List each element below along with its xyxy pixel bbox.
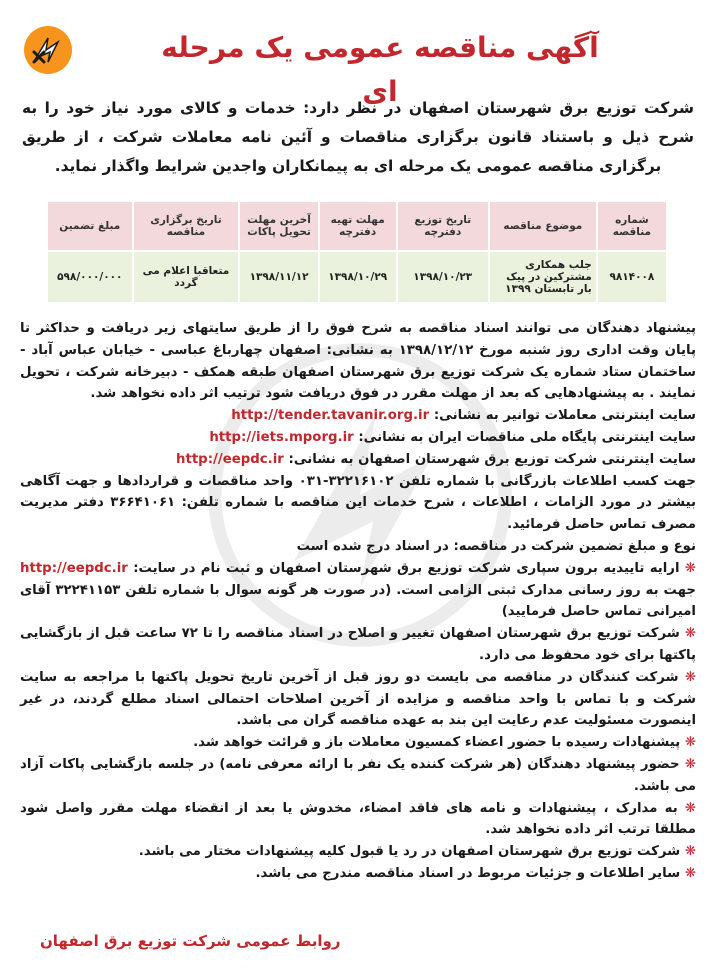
list-item (20, 732, 696, 754)
cell-number: ۹۸۱۴۰۰۸ (597, 251, 667, 303)
link-eepdc[interactable]: http://eepdc.ir (176, 451, 284, 467)
item5-text: حضور پیشنهاد دهندگان (هر شرکت کننده یک نفر با ارائه معرفی نامه) در جلسه بازگشایی پاکات آزاد می باشد. (20, 756, 696, 794)
site-label-iets: سایت اینترنتی پایگاه ملی مناقصات ایران به نشانی: (358, 429, 696, 445)
asterisk-bullet-icon: ❋ (677, 800, 696, 816)
asterisk-bullet-icon: ❋ (678, 669, 696, 685)
footer-signature (40, 932, 686, 950)
asterisk-bullet-icon: ❋ (679, 756, 696, 772)
intro-paragraph: شرکت توزیع برق شهرستان اصفهان در نظر دارد: خدمات و کالای مورد نیاز خود را به شرح ذیل و باستناد قانون برگزاری مناقصات و آئین نامه معاملات شرکت ، از طریق برگزاری مناقصه عمومی یک مرحله ای به پیمانکاران واجدین شرایط واگذار نماید. (22, 99, 694, 175)
item8-text: سایر اطلاعات و جزئیات مربوط در اسناد مناقصه مندرج می باشد. (255, 865, 681, 881)
item2-text: شرکت توزیع برق شهرستان اصفهان تغییر و اصلاح در اسناد مناقصه را تا ۷۲ ساعت قبل از بازگشایی پاکتها برای خود محفوظ می دارد. (20, 626, 696, 663)
contact-paragraph: جهت کسب اطلاعات بازرگانی با شماره تلفن ۳۲۲۱۶۱۰۲-۰۳۱ واحد مناقصات و قراردادها و جهت آگاهی بیشتر در مورد الزامات ، اطلاعات ، شرح خدمات این مناقصه با شماره تلفن: ۳۶۶۴۱۰۶۱ دفتر مدیریت مصرف تماس حاصل فرمائید. (20, 473, 696, 533)
item7-text: شرکت توزیع برق شهرستان اصفهان در رد یا قبول کلیه پیشنهادات مختار می باشد. (138, 844, 681, 860)
guarantee-type-line: نوع و مبلغ تضمین شرکت در مناقصه: در اسناد درج شده است (296, 538, 696, 554)
item4-text: پیشنهادات رسیده با حضور اعضاء کمسیون معاملات باز و قرائت خواهد شد. (193, 735, 681, 751)
list-item (20, 623, 696, 667)
site-label-tavanir: سایت اینترنتی معاملات توانیر به نشانی: (433, 408, 696, 424)
col-header-prep-deadline: مهلت تهیه دفترچه (319, 201, 397, 251)
col-header-number: شماره مناقصه (597, 201, 667, 251)
item1-text-a: ارایه تاییدیه برون سپاری شرکت توزیع برق شهرستان اصفهان و ثبت نام در سایت: (133, 560, 680, 576)
list-item (20, 754, 696, 798)
list-item (20, 798, 696, 842)
site-line-iets (20, 427, 696, 449)
item3-text: شرکت کنندگان در مناقصه می بایست دو روز قبل از آخرین تاریخ تحویل پاکتها با مراجعه به سایت شرکت و با تماس با واحد مناقصه و مزایده از آخرین اصلاحات احتمالی اسناد مطلع گردند، در غیر اینصورت مسئولیت عدم رعایت این بند به عهده مناقصه گران می باشد. (20, 669, 696, 729)
tender-table (46, 200, 668, 304)
cell-distribution-date: ۱۳۹۸/۱۰/۲۳ (397, 251, 489, 303)
item1-text-b: جهت به روز رسانی مدارک ثبتی الزامی است. (در صورت هر گونه سوال با شماره تلفن ۳۲۲۴۱۱۵۳ آقای امیرانی تماس حاصل فرمایید) (20, 582, 696, 620)
link-eepdc-registration[interactable]: http://eepdc.ir (20, 560, 128, 576)
col-header-distribution-date: تاریخ توزیع دفترچه (397, 201, 489, 251)
cell-subject: جلب همکاری مشترکین در پیک بار تابستان ۱۳۹۹ (489, 251, 597, 303)
cell-guarantee: ۵۹۸/۰۰۰/۰۰۰ (47, 251, 133, 303)
link-tavanir[interactable]: http://tender.tavanir.org.ir (231, 408, 430, 424)
cell-delivery-deadline: ۱۳۹۸/۱۱/۱۲ (239, 251, 318, 303)
electric-company-logo-icon (22, 24, 74, 76)
site-line-eepdc (20, 449, 696, 471)
public-relations-signature: روابط عمومی شرکت توزیع برق اصفهان (40, 932, 341, 950)
cell-holding-date: متعاقبا اعلام می گردد (133, 251, 240, 303)
list-item (20, 841, 696, 863)
list-item (20, 558, 696, 623)
notice-header (0, 22, 716, 108)
submission-paragraph: پیشنهاد دهندگان می توانند اسناد مناقصه به شرح فوق را از طریق سایتهای زیر دریافت و حداکثر تا پایان وقت اداری روز شنبه مورخ ۱۳۹۸/۱۲/۱۲ به نشانی: اصفهان چهارباغ عباسی - خیابان عباس آباد - ساختمان ستاد شماره یک شرکت توزیع برق شهرستان اصفهان طبقه همکف - دبیرخانه شرکت ، تحویل نمایند . به پیشنهادهایی که بعد از مهلت مقرر در فوق دریافت شود ترتیب اثر داده نخواهد شد. (20, 321, 696, 402)
asterisk-bullet-icon: ❋ (680, 865, 696, 881)
asterisk-bullet-icon: ❋ (680, 844, 696, 860)
col-header-subject: موضوع مناقصه (489, 201, 597, 251)
asterisk-bullet-icon: ❋ (680, 735, 696, 751)
col-header-delivery-deadline: آخرین مهلت تحویل پاکات (239, 201, 318, 251)
notice-body (20, 318, 696, 885)
table-row (47, 251, 667, 303)
asterisk-bullet-icon: ❋ (679, 560, 697, 576)
notice-title: آگهی مناقصه عمومی یک مرحله ای (161, 31, 599, 108)
item6-text: به مدارک ، پیشنهادات و نامه های فاقد امضاء، مخدوش یا بعد از انقضاء مهلت مقرر واصل شود مطلقا ترتب اثر داده نخواهد شد. (20, 800, 696, 838)
asterisk-bullet-icon: ❋ (679, 626, 696, 642)
cell-prep-deadline: ۱۳۹۸/۱۰/۲۹ (319, 251, 397, 303)
site-line-tavanir (20, 405, 696, 427)
list-item (20, 667, 696, 732)
table-header-row (47, 201, 667, 251)
site-label-eepdc: سایت اینترنتی شرکت توزیع برق شهرستان اصفهان به نشانی: (288, 451, 696, 467)
link-iets[interactable]: http://iets.mporg.ir (209, 429, 354, 445)
col-header-holding-date: تاریخ برگزاری مناقصه (133, 201, 240, 251)
list-item (20, 863, 696, 885)
col-header-guarantee: مبلغ تضمین (47, 201, 133, 251)
